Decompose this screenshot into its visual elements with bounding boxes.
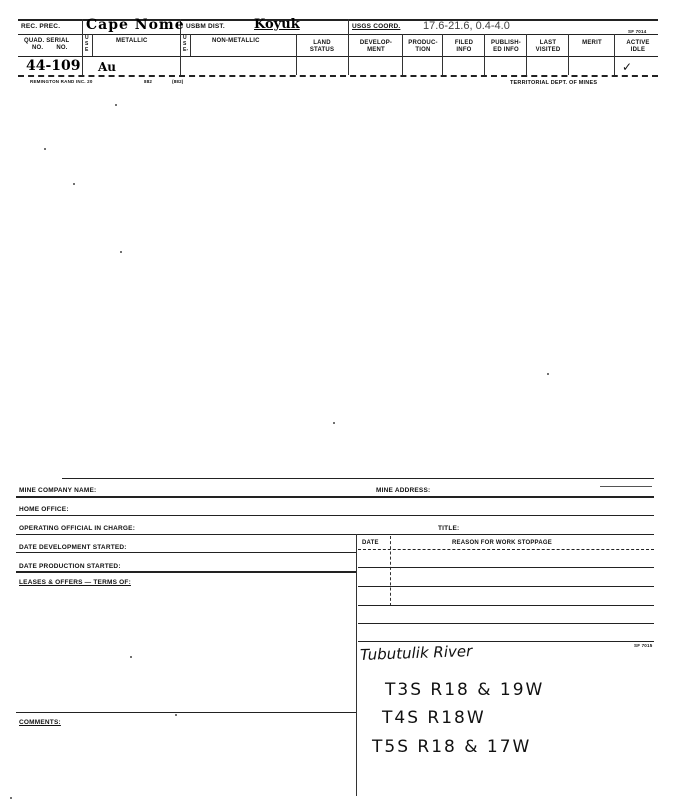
township-note-3[interactable]: T5S R18 & 17W [372,737,532,757]
header-low-rule [18,56,658,57]
lower-rule-1 [16,496,654,498]
home-office-label: HOME OFFICE: [19,506,69,513]
development-label: DEVELOP- MENT [359,40,393,53]
use-code-e-2: E- [183,47,189,53]
non-metallic-label: NON-METALLIC [212,38,260,44]
township-note-2[interactable]: T4S R18W [382,708,486,728]
speck [130,656,132,658]
printer-label: REMINGTON RAND INC. 20 [30,79,93,84]
use-code-u: U [85,35,89,41]
lower-rule-5 [16,571,356,573]
stoppage-divider [390,536,391,606]
date-development-label: DATE DEVELOPMENT STARTED: [19,544,127,551]
rec-prec-value[interactable]: Cape Nome [86,17,185,33]
last-visited-label: LAST VISITED [535,40,561,53]
stoppage-rule-5 [358,623,654,624]
land-status-label: LAND STATUS [309,40,335,53]
stoppage-rule-1 [358,549,654,550]
divider [296,34,297,75]
title-label: TITLE: [438,525,460,532]
divider [348,19,349,75]
comments-rule [16,712,356,713]
stoppage-rule-6 [358,641,654,642]
divider [614,34,615,75]
usbm-dist-label: USBM DIST. [186,23,225,30]
lower-rule-4 [16,552,356,553]
divider [568,34,569,75]
lower-center-divider [356,534,357,796]
lower-rule-3 [16,534,654,535]
quad-serial-label: QUAD. SERIAL [24,38,70,44]
divider [92,34,93,56]
stoppage-rule-2 [358,567,654,568]
use-code-u-2: U [183,35,187,41]
form-number: SF 7014 [628,29,647,34]
divider [402,34,403,75]
quad-serial-value[interactable]: 44-109 [26,58,81,74]
metallic-label: METALLIC [116,38,148,44]
usbm-dist-value[interactable]: Koyuk [254,17,300,32]
mine-address-label: MINE ADDRESS: [376,487,431,494]
rec-prec-label: REC. PREC. [21,23,61,30]
speck [547,373,549,375]
no-no-label: NO. NO. [32,45,68,51]
usgs-coord-value[interactable]: 17.6-21.6, 0.4-4.0 [423,20,510,32]
published-info-label: PUBLISH- ED INFO [491,40,521,53]
divider [82,19,83,75]
divider [526,34,527,75]
speck [120,251,122,253]
metallic-value[interactable]: Au [98,60,117,74]
merit-label: MERIT [582,40,602,46]
date-production-label: DATE PRODUCTION STARTED: [19,563,121,570]
speck [10,797,12,799]
speck [333,422,335,424]
township-note-1[interactable]: T3S R18 & 19W [385,680,545,700]
river-note[interactable]: Tubutulik River [359,642,473,664]
lower-rule-2 [16,515,654,516]
mine-company-name-label: MINE COMPANY NAME: [19,487,97,494]
form-number-2: SF 7015 [634,643,653,648]
active-idle-check[interactable]: ✓ [622,60,633,74]
agency-label: TERRITORIAL DEPT. OF MINES [510,80,598,86]
printer-code-2: (882) [172,79,184,84]
stoppage-date-label: DATE [362,540,379,546]
usgs-coord-label: USGS COORD. [352,23,401,30]
header-bottom-rule [18,75,658,77]
stoppage-reason-label: REASON FOR WORK STOPPAGE [452,540,552,546]
active-idle-label: ACTIVE IDLE [626,40,650,53]
speck [73,183,75,185]
divider [484,34,485,75]
speck [44,148,46,150]
operating-official-label: OPERATING OFFICIAL IN CHARGE: [19,525,136,532]
speck [175,714,177,716]
use-code-s: S [85,41,89,47]
stoppage-rule-4 [358,605,654,606]
divider [442,34,443,75]
use-code-e: E [85,47,89,53]
use-code-s-2: S [183,41,187,47]
divider [190,34,191,56]
speck [115,104,117,106]
printer-code: 882 [144,79,153,84]
header-mid-rule [18,34,658,35]
stoppage-rule-3 [358,586,654,587]
production-label: PRODUC- TION [408,40,438,53]
comments-label: COMMENTS: [19,719,61,726]
leases-label: LEASES & OFFERS — TERMS OF: [19,579,131,586]
faint-mark [600,486,652,487]
filed-info-label: FILED INFO [454,40,474,53]
lower-top-rule [62,478,654,479]
